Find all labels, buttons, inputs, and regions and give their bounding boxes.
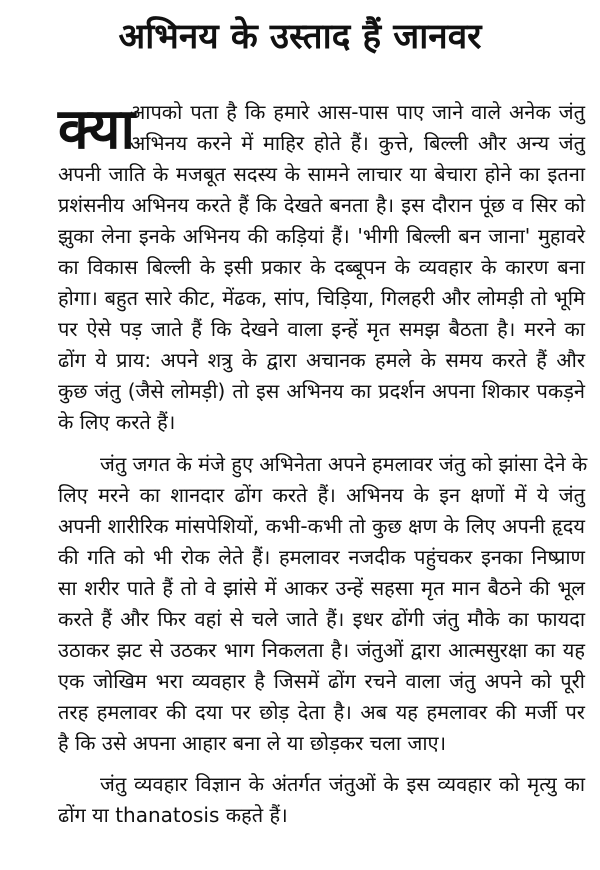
- paragraph-1-line: आपको पता है कि हमारे आस-पास पाए जाने वाले अनेक जंतु: [130, 100, 585, 124]
- paragraph-1-line: अभिनय करने में माहिर होते हैं। कुत्ते, बिल्ली और अन्य जंतु: [130, 131, 585, 155]
- paragraph-2-line: सा शरीर पाते हैं तो वे झांसे में आकर उन्हें सहसा मृत मान बैठने की भूल: [58, 576, 585, 600]
- paragraph-1-line: पर ऐसे पड़ जाते हैं कि देखने वाला इन्हें मृत समझ बैठता है। मरने का: [58, 317, 585, 341]
- paragraph-1-line: अपनी जाति के मजबूत सदस्य के सामने लाचार या बेचारा होने का इतना: [58, 162, 585, 186]
- article-title: अभिनय के उस्ताद हैं जानवर: [118, 17, 482, 57]
- paragraph-1-line: का विकास बिल्ली के इसी प्रकार के दब्बूपन के व्यवहार के कारण बना: [58, 255, 585, 279]
- paragraph-2-line: तरह हमलावर की दया पर छोड़ देता है। अब यह हमलावर की मर्जी पर: [58, 700, 585, 724]
- paragraph-2-line: की गति को भी रोक लेते हैं। हमलावर नजदीक पहुंचकर इनका निष्प्राण: [58, 545, 585, 569]
- paragraph-1-line: होगा। बहुत सारे कीट, मेंढक, सांप, चिड़िया, गिलहरी और लोमड़ी तो भूमि: [58, 286, 585, 310]
- paragraph-1-line: झुका लेना इनके अभिनय की कड़ियां हैं। 'भीगी बिल्ली बन जाना' मुहावरे: [58, 224, 585, 248]
- paragraph-3-line: ढोंग या thanatosis कहते हैं।: [58, 803, 288, 827]
- paragraph-2-line: करते हैं और फिर वहां से चले जाते हैं। इधर ढोंगी जंतु मौके का फायदा: [58, 607, 585, 631]
- paragraph-2-line: जंतु जगत के मंजे हुए अभिनेता अपने हमलावर जंतु को झांसा देने के: [100, 452, 588, 476]
- paragraph-2-line: लिए मरने का शानदार ढोंग करते हैं। अभिनय के इन क्षणों में ये जंतु: [58, 483, 585, 507]
- paragraph-2-line: है कि उसे अपना आहार बना ले या छोड़कर चला जाए।: [58, 731, 447, 755]
- paragraph-2-line: उठाकर झट से उठकर भाग निकलता है। जंतुओं द्वारा आत्मसुरक्षा का यह: [58, 638, 585, 662]
- paragraph-2-line: एक जोखिम भरा व्यवहार है जिसमें ढोंग रचने वाला जंतु अपने को पूरी: [58, 669, 585, 693]
- paragraph-1-line: के लिए करते हैं।: [58, 410, 176, 434]
- drop-cap: क्या: [58, 97, 135, 162]
- paragraph-3-line: जंतु व्यवहार विज्ञान के अंतर्गत जंतुओं के इस व्यवहार को मृत्यु का: [100, 772, 585, 796]
- paragraph-1-line: ढोंग ये प्राय: अपने शत्रु के द्वारा अचानक हमले के समय करते हैं और: [58, 348, 585, 372]
- paragraph-2-line: अपनी शारीरिक मांसपेशियों, कभी-कभी तो कुछ क्षण के लिए अपनी हृदय: [58, 514, 585, 538]
- paragraph-1-line: कुछ जंतु (जैसे लोमड़ी) तो इस अभिनय का प्रदर्शन अपना शिकार पकड़ने: [58, 379, 585, 403]
- paragraph-1-line: प्रशंसनीय अभिनय करते हैं कि देखते बनता है। इस दौरान पूंछ व सिर को: [58, 193, 585, 217]
